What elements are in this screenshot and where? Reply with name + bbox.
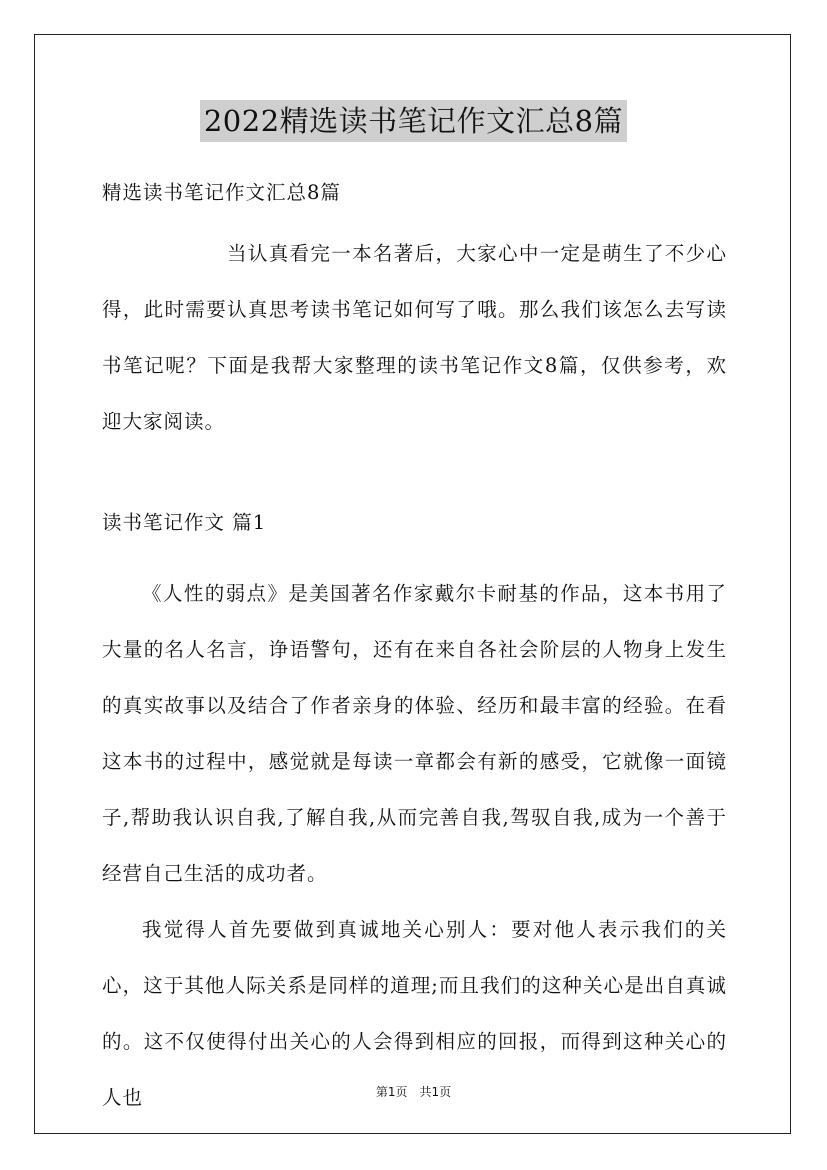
page-footer: 第1页 共1页 [375,1085,452,1099]
title-container [0,100,827,142]
document-body [102,170,727,1126]
document-subtitle: 精选读书笔记作文汇总8篇 [102,181,341,204]
body-paragraph-1: 《人性的弱点》是美国著名作家戴尔卡耐基的作品，这本书用了大量的名人名言，诤语警句，还有在来自各社会阶层的人物身上发生的真实故事以及结合了作者亲身的体验、经历和最丰富的经验。在看这本书的过程中，感觉就是每读一章都会有新的感受，它就像一面镜子,帮助我认识自我,了解自我,从而完善自我,驾驭自我,成为一个善于经营自己生活的成功者。 [102,581,727,885]
body-paragraph-2: 我觉得人首先要做到真诚地关心别人：要对他人表示我们的关心，这于其他人际关系是同样的道理;而且我们的这种关心是出自真诚的。这不仅使得付出关心的人会得到相应的回报，而得到这种关心的人也 [102,917,727,1109]
intro-paragraph: 当认真看完一本名著后，大家心中一定是萌生了不少心得，此时需要认真思考读书笔记如何写了哦。那么我们该怎么去写读书笔记呢？下面是我帮大家整理的读书笔记作文8篇，仅供参考，欢迎大家阅读。 [102,242,727,433]
section-heading: 读书笔记作文 篇1 [102,511,267,534]
document-title: 2022精选读书笔记作文汇总8篇 [200,100,627,142]
